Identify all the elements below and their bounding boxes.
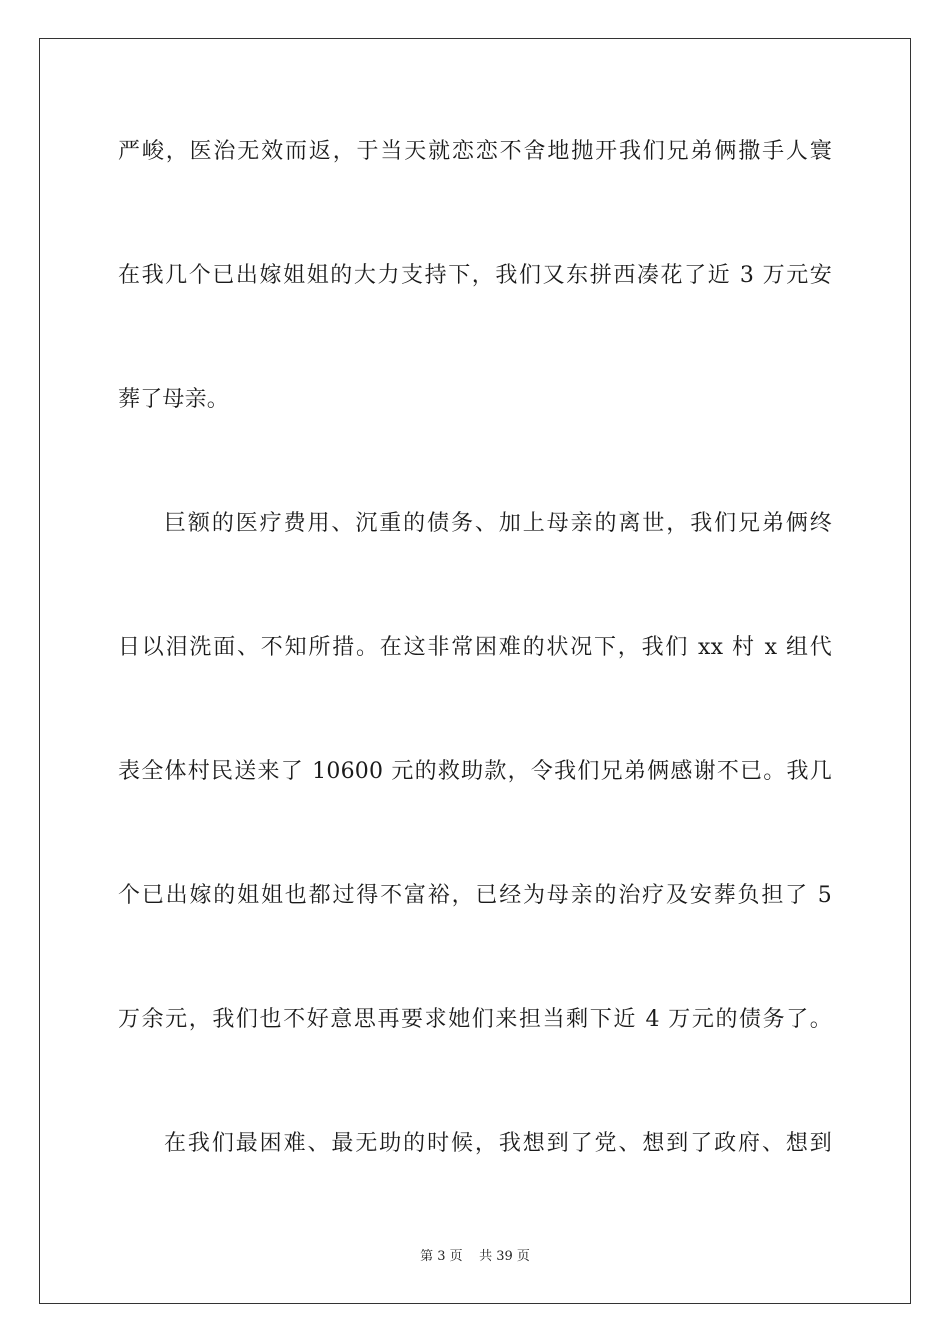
text-line-4: 巨额的医疗费用、沉重的债务、加上母亲的离世，我们兄弟俩终 <box>164 511 832 536</box>
text-line-3: 葬了母亲。 <box>118 387 230 412</box>
page-border <box>39 38 911 1304</box>
text-line-2: 在我几个已出嫁姐姐的大力支持下，我们又东拼西凑花了近 3 万元安 <box>118 263 832 288</box>
text-line-7: 个已出嫁的姐姐也都过得不富裕，已经为母亲的治疗及安葬负担了 5 <box>118 883 832 908</box>
text-line-1: 严峻，医治无效而返，于当天就恋恋不舍地抛开我们兄弟俩撒手人寰 <box>118 139 832 164</box>
text-line-5: 日以泪洗面、不知所措。在这非常困难的状况下，我们 xx 村 x 组代 <box>118 635 832 660</box>
text-line-8: 万余元，我们也不好意思再要求她们来担当剩下近 4 万元的债务了。 <box>118 1007 832 1032</box>
text-line-6: 表全体村民送来了 10600 元的救助款，令我们兄弟俩感谢不已。我几 <box>118 759 832 784</box>
text-line-9: 在我们最困难、最无助的时候，我想到了党、想到了政府、想到 <box>164 1131 832 1156</box>
page-footer: 第 3 页 共 39 页 <box>420 1249 530 1264</box>
